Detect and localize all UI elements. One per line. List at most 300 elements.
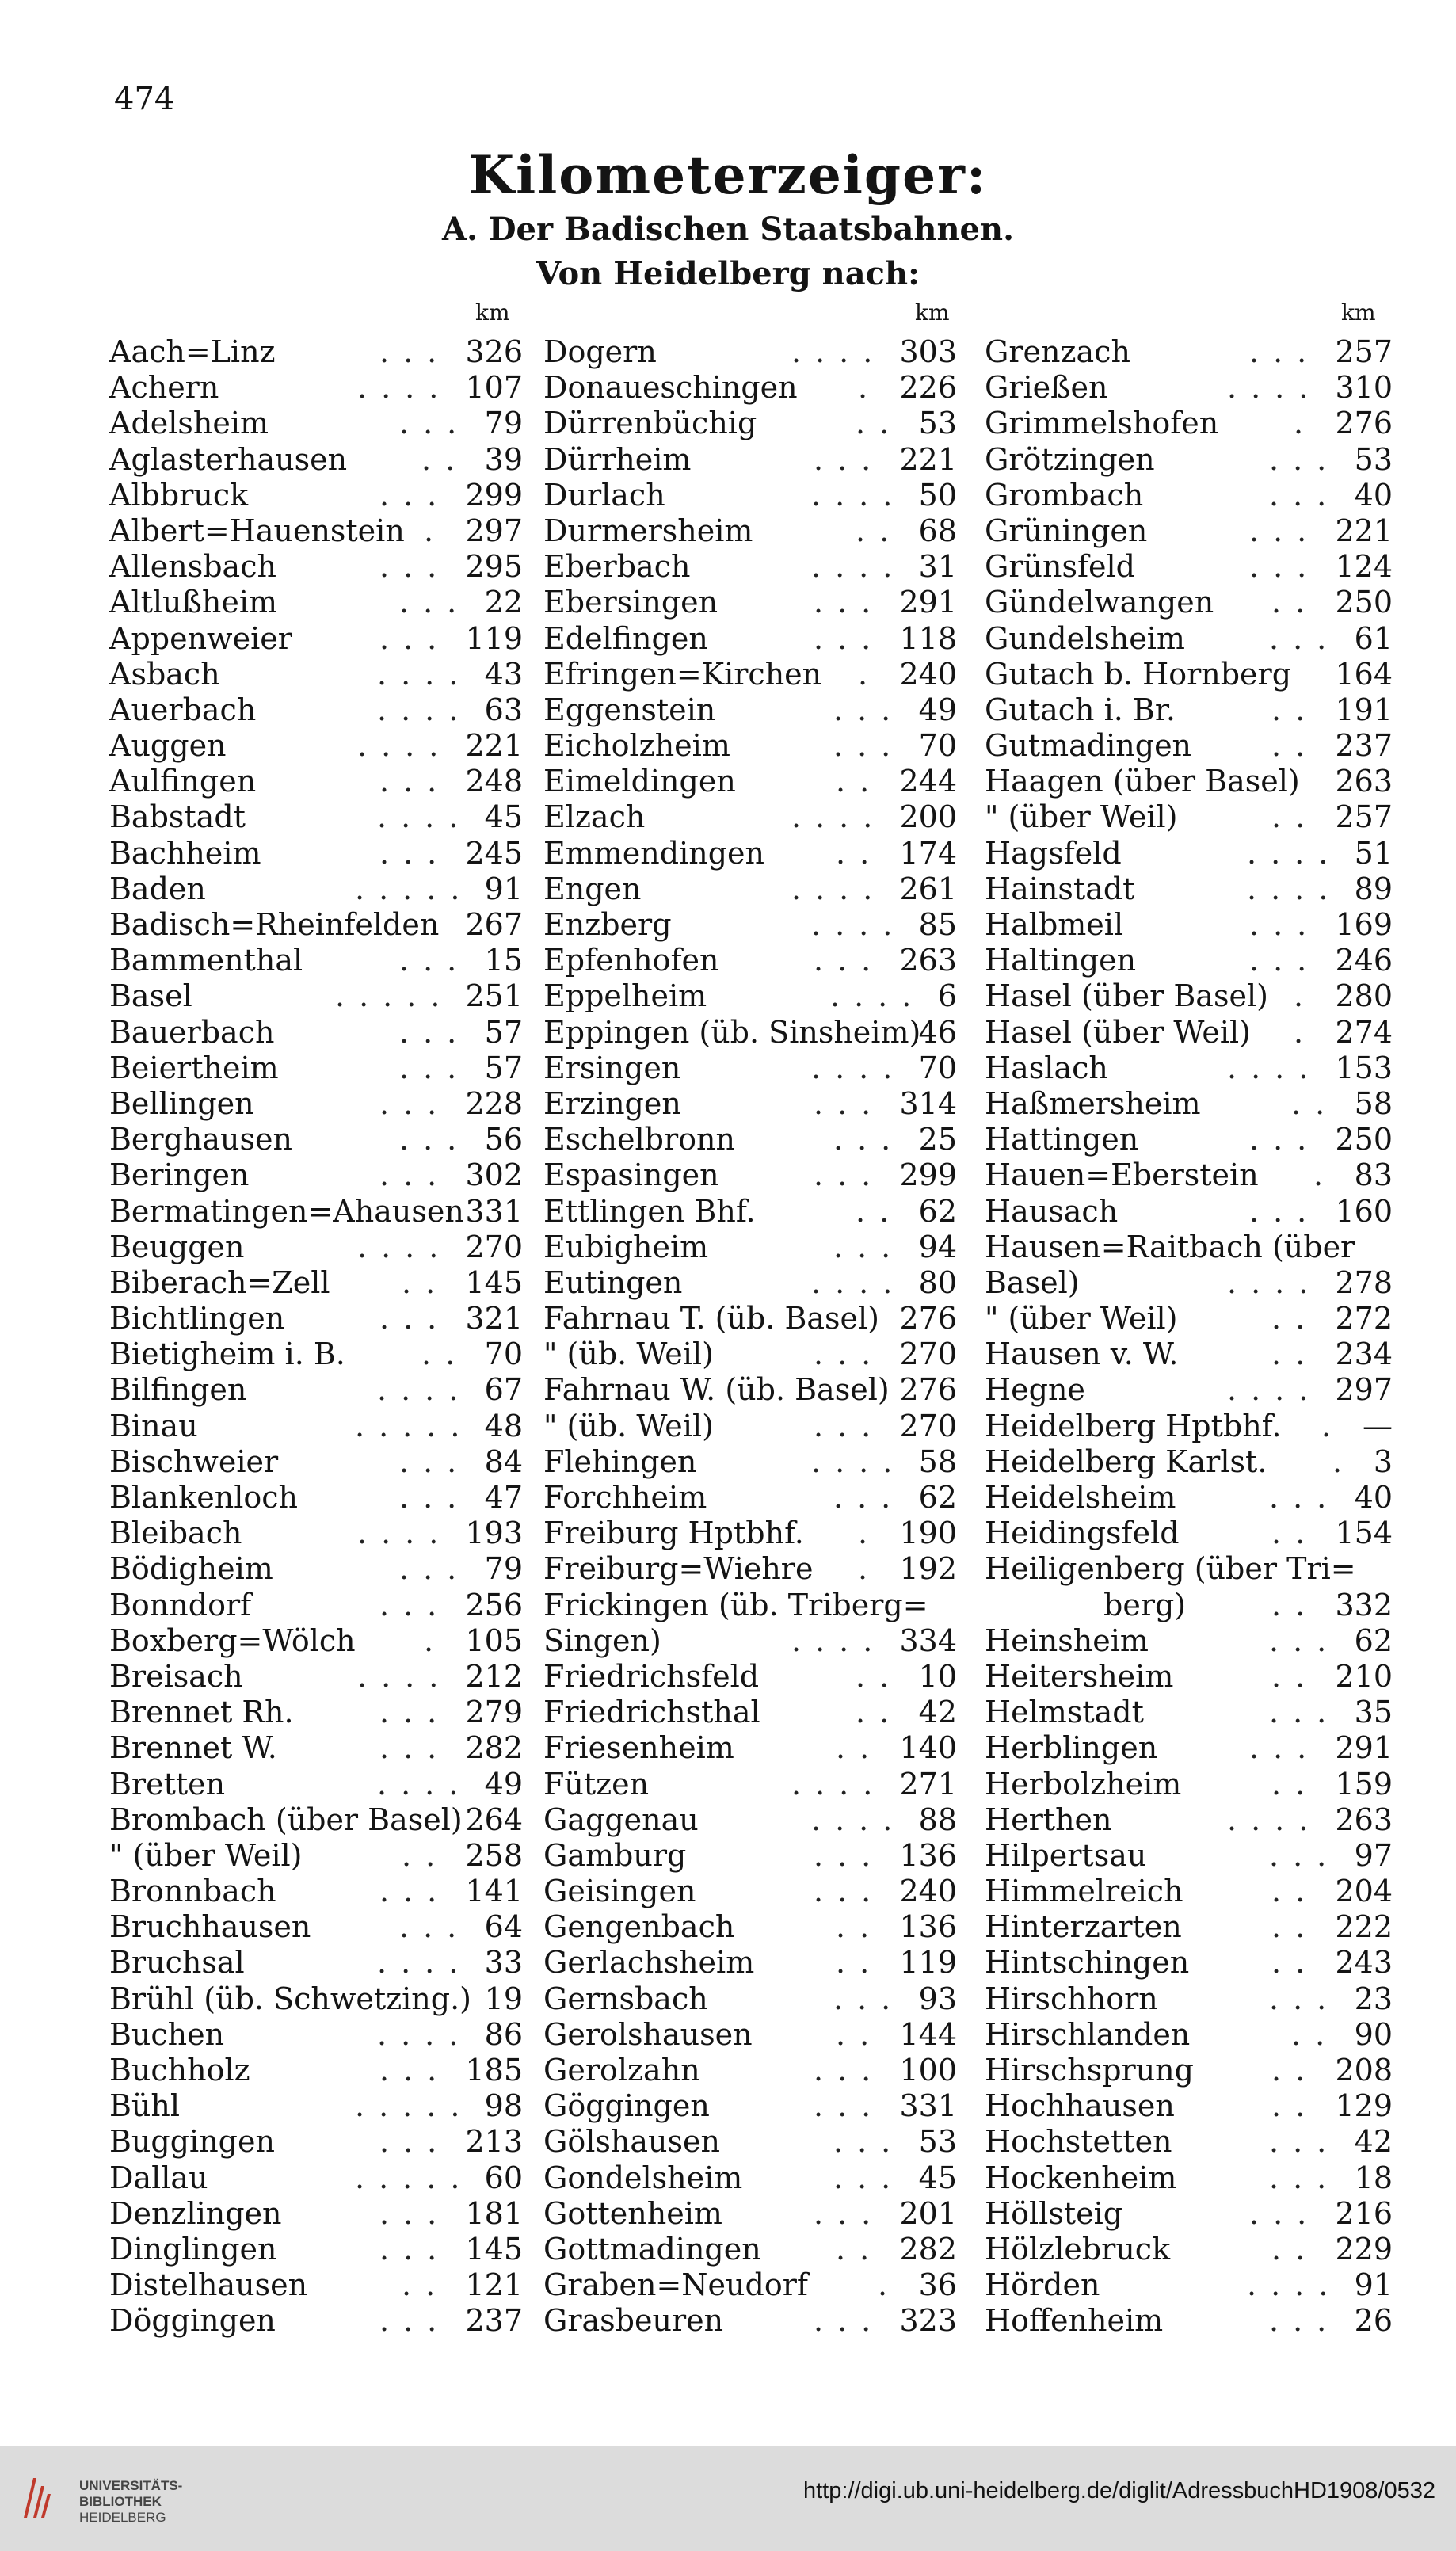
station-row <box>985 2232 1393 2267</box>
station-row <box>543 1265 957 1301</box>
source-url-link[interactable]: http://digi.ub.uni-heidelberg.de/diglit/AdressbuchHD1908/0532 <box>802 2478 1435 2503</box>
station-row <box>109 1945 523 1981</box>
leader-dots: ... <box>814 441 886 477</box>
leader-dots: ... <box>1249 943 1321 978</box>
station-distance-km: 274 <box>1335 1014 1393 1050</box>
station-distance-km: 213 <box>465 2124 523 2160</box>
station-row <box>985 1409 1393 1444</box>
station-distance-km: 19 <box>484 1981 523 2016</box>
station-row <box>543 621 957 657</box>
station-distance-km: 86 <box>484 2016 523 2052</box>
station-name: Haslach <box>985 1050 1108 1085</box>
leader-dots: .... <box>811 549 907 585</box>
station-row <box>543 871 957 907</box>
station-distance-km: 57 <box>484 1050 523 1085</box>
station-name: Gölshausen <box>543 2124 720 2160</box>
page-title: Kilometerzeiger: <box>468 144 988 206</box>
station-name: Gaggenau <box>543 1802 699 1837</box>
station-name: Elzach <box>543 799 646 835</box>
station-row <box>543 836 957 871</box>
leader-dots: ... <box>814 943 886 978</box>
leader-dots: . <box>858 1551 882 1587</box>
station-name: " (über Weil) <box>109 1837 303 1873</box>
leader-dots: ... <box>379 549 452 585</box>
station-row <box>985 1157 1393 1193</box>
station-row <box>543 1301 957 1337</box>
station-distance-km: 297 <box>1335 1372 1393 1408</box>
station-row <box>109 2124 523 2160</box>
station-distance-km: 39 <box>484 441 523 477</box>
station-name: Hausen v. W. <box>985 1337 1179 1372</box>
leader-dots: ... <box>1249 907 1321 942</box>
leader-dots: .. <box>1271 1874 1320 1909</box>
leader-dots: ... <box>1269 1695 1341 1730</box>
distance-column-3 <box>985 334 1393 2339</box>
station-row <box>543 1730 957 1766</box>
station-distance-km: 332 <box>1335 1587 1393 1622</box>
station-distance-km: 200 <box>899 799 957 835</box>
station-name: Grimmelshofen <box>985 406 1219 441</box>
station-name: Heiligenberg (über Tri= <box>985 1551 1356 1587</box>
station-row <box>985 764 1393 799</box>
station-row <box>985 1230 1393 1265</box>
station-row <box>985 907 1393 943</box>
station-name: Bilfingen <box>109 1372 247 1408</box>
station-distance-km: 67 <box>484 1372 523 1408</box>
leader-dots: .. <box>1271 728 1320 764</box>
station-name: Gengenbach <box>543 1909 735 1945</box>
leader-dots: .... <box>811 477 907 513</box>
leader-dots: ... <box>1269 477 1341 513</box>
station-name: Bichtlingen <box>109 1301 285 1337</box>
station-row <box>985 1874 1393 1909</box>
leader-dots: ... <box>1249 1193 1321 1229</box>
station-name: " (über Weil) <box>985 1301 1178 1337</box>
station-distance-km: 270 <box>465 1229 523 1264</box>
station-row <box>109 585 523 620</box>
station-name: Erzingen <box>543 1085 681 1121</box>
station-name: Buggingen <box>109 2124 275 2160</box>
station-distance-km: 49 <box>484 1766 523 1802</box>
station-distance-km: 124 <box>1335 549 1393 585</box>
station-name: Aglasterhausen <box>109 441 348 477</box>
leader-dots: ... <box>379 2053 452 2088</box>
station-name: Hegne <box>985 1372 1085 1408</box>
station-distance-km: 119 <box>899 1945 957 1981</box>
station-name: Grüningen <box>985 513 1148 548</box>
leader-dots: ... <box>379 835 452 871</box>
station-distance-km: 240 <box>899 656 957 692</box>
station-distance-km: 210 <box>1335 1658 1393 1694</box>
leader-dots: .... <box>1227 1802 1323 1837</box>
station-row <box>109 549 523 585</box>
station-name: Halbmeil <box>985 907 1124 942</box>
station-row <box>985 2196 1393 2232</box>
station-name: Edelfingen <box>543 620 708 656</box>
station-distance-km: 83 <box>1354 1157 1393 1193</box>
station-name: Graben=Neudorf <box>543 2267 808 2303</box>
station-distance-km: 204 <box>1335 1874 1393 1909</box>
station-row <box>109 2053 523 2088</box>
leader-dots: .... <box>377 1945 473 1981</box>
station-row <box>109 1122 523 1157</box>
station-distance-km: 258 <box>465 1837 523 1873</box>
station-row <box>543 1874 957 1909</box>
station-name: Hinterzarten <box>985 1909 1182 1945</box>
leader-dots: .. <box>1271 585 1320 620</box>
station-name: Fahrnau W. (üb. Basel) <box>543 1372 890 1408</box>
leader-dots: . <box>1332 1443 1357 1479</box>
station-distance-km: 98 <box>484 2088 523 2124</box>
leader-dots: .. <box>1271 1587 1320 1622</box>
station-row <box>543 1516 957 1551</box>
station-row <box>985 1444 1393 1480</box>
station-distance-km: 10 <box>918 1658 957 1694</box>
station-distance-km: 63 <box>484 692 523 727</box>
leader-dots: .. <box>836 1730 884 1766</box>
station-name: Göggingen <box>543 2088 710 2124</box>
leader-dots: .... <box>377 799 473 835</box>
station-row <box>543 478 957 513</box>
station-name: Hagsfeld <box>985 835 1122 871</box>
station-name: Adelsheim <box>109 406 269 441</box>
station-distance-km: 60 <box>484 2160 523 2195</box>
leader-dots: ... <box>1269 1837 1341 1873</box>
station-distance-km: 88 <box>918 1802 957 1837</box>
station-distance-km: 331 <box>465 1193 523 1229</box>
station-row <box>109 442 523 478</box>
station-row <box>543 585 957 620</box>
leader-dots: ... <box>1269 2160 1341 2195</box>
station-name: Buchholz <box>109 2053 250 2088</box>
station-row <box>985 1909 1393 1945</box>
station-name: " (üb. Weil) <box>543 1408 714 1443</box>
leader-dots: ..... <box>355 2088 475 2124</box>
station-row <box>109 1372 523 1408</box>
station-row <box>109 1838 523 1874</box>
station-name: Beuggen <box>109 1229 245 1264</box>
leader-dots: .... <box>791 1622 887 1658</box>
leader-dots: ... <box>814 585 886 620</box>
station-name: Bellingen <box>109 1085 254 1121</box>
station-name: Bonndorf <box>109 1587 252 1622</box>
leader-dots: ... <box>379 1301 452 1337</box>
station-distance-km: 221 <box>465 728 523 764</box>
station-name: Donaueschingen <box>543 370 798 406</box>
leader-dots: ... <box>1249 1730 1321 1766</box>
station-name: Freiburg=Wiehre <box>543 1551 814 1587</box>
station-distance-km: 15 <box>484 943 523 978</box>
station-name: Binau <box>109 1408 198 1443</box>
leader-dots: ... <box>1269 1622 1341 1658</box>
station-row <box>985 1659 1393 1695</box>
leader-dots: .... <box>791 1766 887 1802</box>
station-name: Eutingen <box>543 1264 683 1300</box>
station-name: Distelhausen <box>109 2267 308 2303</box>
leader-dots: .. <box>836 835 884 871</box>
station-row <box>543 1767 957 1802</box>
station-distance-km: 100 <box>899 2053 957 2088</box>
station-row <box>985 1551 1393 1587</box>
station-name: Bronnbach <box>109 1874 276 1909</box>
station-name: Basel) <box>985 1264 1080 1300</box>
station-name: Hoffenheim <box>985 2303 1164 2339</box>
station-row <box>543 1337 957 1372</box>
station-name: Appenweier <box>109 620 292 656</box>
station-name: Freiburg Hptbhf. <box>543 1516 804 1551</box>
station-row <box>543 1695 957 1730</box>
leader-dots: ... <box>399 585 471 620</box>
station-name: Hochhausen <box>985 2088 1175 2124</box>
leader-dots: .. <box>1271 1945 1320 1981</box>
station-row <box>109 370 523 406</box>
station-distance-km: 129 <box>1335 2088 1393 2124</box>
station-row <box>109 406 523 441</box>
station-name: Heidelberg Karlst. <box>985 1443 1267 1479</box>
leader-dots: ... <box>1269 441 1341 477</box>
station-row <box>109 836 523 871</box>
station-distance-km: 48 <box>484 1408 523 1443</box>
station-row <box>985 799 1393 835</box>
station-row <box>985 1051 1393 1086</box>
station-distance-km: 263 <box>1335 764 1393 799</box>
station-distance-km: 62 <box>1354 1622 1393 1658</box>
station-name: Friedrichsthal <box>543 1695 760 1730</box>
station-name: Gottmadingen <box>543 2231 761 2267</box>
station-name: Allensbach <box>109 549 276 585</box>
station-name: Hasel (über Weil) <box>985 1014 1251 1050</box>
station-row <box>109 1230 523 1265</box>
station-row <box>109 1551 523 1587</box>
station-distance-km: 193 <box>465 1516 523 1551</box>
station-distance-km: 276 <box>899 1301 957 1337</box>
station-name: Breisach <box>109 1658 243 1694</box>
station-row <box>985 406 1393 441</box>
station-distance-km: 47 <box>484 1480 523 1515</box>
leader-dots: ..... <box>335 978 455 1014</box>
station-distance-km: 314 <box>899 1085 957 1121</box>
leader-dots: ... <box>379 1695 452 1730</box>
leader-dots: .. <box>421 441 470 477</box>
station-distance-km: 169 <box>1335 907 1393 942</box>
station-row <box>543 1838 957 1874</box>
leader-dots: ... <box>379 1874 452 1909</box>
station-name: Bruchhausen <box>109 1909 311 1945</box>
station-distance-km: 251 <box>465 978 523 1014</box>
station-distance-km: 46 <box>918 1014 957 1050</box>
station-distance-km: 140 <box>899 1730 957 1766</box>
leader-dots: .. <box>856 1193 904 1229</box>
station-name: Gernsbach <box>543 1981 708 2016</box>
station-row <box>109 2232 523 2267</box>
station-name: Höllsteig <box>985 2195 1123 2231</box>
station-distance-km: 50 <box>918 477 957 513</box>
station-row <box>985 1122 1393 1157</box>
station-row <box>109 728 523 764</box>
station-name: Engen <box>543 871 642 906</box>
station-name: Hirschlanden <box>985 2016 1191 2052</box>
station-name: Friesenheim <box>543 1730 734 1766</box>
station-name: Eubigheim <box>543 1229 709 1264</box>
station-name: Berghausen <box>109 1122 292 1157</box>
leader-dots: ... <box>379 1085 452 1121</box>
station-distance-km: 303 <box>899 334 957 369</box>
station-distance-km: 85 <box>918 907 957 942</box>
station-distance-km: 42 <box>1354 2124 1393 2160</box>
station-distance-km: 291 <box>1335 1730 1393 1766</box>
station-distance-km: 136 <box>899 1837 957 1873</box>
station-row <box>543 2017 957 2053</box>
leader-dots: .... <box>357 728 453 764</box>
km-header-col-3: km <box>1341 299 1376 326</box>
station-name: Heinsheim <box>985 1622 1149 1658</box>
station-distance-km: 40 <box>1354 1480 1393 1515</box>
station-distance-km: 246 <box>1335 943 1393 978</box>
leader-dots: ... <box>814 1874 886 1909</box>
station-distance-km: 226 <box>899 370 957 406</box>
station-name: Gutmadingen <box>985 728 1192 764</box>
station-row <box>543 2160 957 2196</box>
station-name: Herthen <box>985 1802 1112 1837</box>
station-distance-km: 94 <box>918 1229 957 1264</box>
station-distance-km: 212 <box>465 1658 523 1694</box>
leader-dots: .... <box>1247 2267 1343 2303</box>
leader-dots: ... <box>814 1408 886 1443</box>
station-row <box>543 1444 957 1480</box>
station-name: Flehingen <box>543 1443 697 1479</box>
station-row <box>109 1051 523 1086</box>
station-distance-km: 62 <box>918 1193 957 1229</box>
station-distance-km: 58 <box>1354 1085 1393 1121</box>
station-row <box>985 1623 1393 1659</box>
station-name: Gerlachsheim <box>543 1945 755 1981</box>
leader-dots: ... <box>1249 2195 1321 2231</box>
station-distance-km: 181 <box>465 2195 523 2231</box>
leader-dots: . <box>858 370 882 406</box>
leader-dots: .. <box>1271 799 1320 835</box>
leader-dots: .. <box>856 1695 904 1730</box>
leader-dots: .... <box>811 1443 907 1479</box>
station-row <box>985 836 1393 871</box>
station-row <box>109 1802 523 1838</box>
station-row <box>543 549 957 585</box>
station-row <box>109 1194 523 1230</box>
leader-dots: ... <box>399 1443 471 1479</box>
station-name: Hockenheim <box>985 2160 1177 2195</box>
station-row <box>543 1480 957 1516</box>
km-header-col-2: km <box>915 299 950 326</box>
station-row <box>109 978 523 1014</box>
leader-dots: ... <box>399 1050 471 1085</box>
leader-dots: . <box>1294 978 1318 1014</box>
leader-dots: . <box>424 513 448 548</box>
station-distance-km: 70 <box>918 728 957 764</box>
station-row <box>985 1301 1393 1337</box>
station-name: Bretten <box>109 1766 226 1802</box>
station-name: Dürrenbüchig <box>543 406 757 441</box>
leader-dots: ... <box>379 1730 452 1766</box>
station-distance-km: 23 <box>1354 1981 1393 2016</box>
station-distance-km: 145 <box>465 1264 523 1300</box>
station-distance-km: 250 <box>1335 585 1393 620</box>
leader-dots: .. <box>1271 2053 1320 2088</box>
station-name: Helmstadt <box>985 1695 1144 1730</box>
station-distance-km: 105 <box>465 1622 523 1658</box>
station-row <box>109 1767 523 1802</box>
station-row <box>985 1981 1393 2017</box>
station-row <box>109 1265 523 1301</box>
station-distance-km: 61 <box>1354 620 1393 656</box>
station-distance-km: 248 <box>465 764 523 799</box>
station-row <box>109 1480 523 1516</box>
station-name: Hauen=Eberstein <box>985 1157 1259 1193</box>
station-row <box>985 978 1393 1014</box>
station-distance-km: 282 <box>899 2231 957 2267</box>
leader-dots: ... <box>399 943 471 978</box>
station-name: Aach=Linz <box>109 334 276 369</box>
page-subtitle: A. Der Badischen Staatsbahnen. <box>441 211 1015 248</box>
station-distance-km: 267 <box>465 907 523 942</box>
leader-dots: ..... <box>355 2160 475 2195</box>
station-name: Döggingen <box>109 2303 276 2339</box>
station-distance-km: 107 <box>465 370 523 406</box>
station-distance-km: 190 <box>899 1516 957 1551</box>
station-name: Heidingsfeld <box>985 1516 1180 1551</box>
station-row <box>543 513 957 549</box>
station-row <box>985 1015 1393 1051</box>
station-row <box>109 478 523 513</box>
station-name: Eschelbronn <box>543 1122 735 1157</box>
station-name: Hochstetten <box>985 2124 1172 2160</box>
leader-dots: .. <box>1291 1085 1340 1121</box>
station-row <box>109 1909 523 1945</box>
leader-dots: ... <box>833 1229 905 1264</box>
station-distance-km: 299 <box>899 1157 957 1193</box>
station-row <box>543 1230 957 1265</box>
station-name: Bauerbach <box>109 1014 275 1050</box>
station-row <box>985 1838 1393 1874</box>
leader-dots: .... <box>1227 1050 1323 1085</box>
station-row <box>543 1015 957 1051</box>
station-row <box>109 1695 523 1730</box>
station-distance-km: 42 <box>918 1695 957 1730</box>
station-distance-km: 144 <box>899 2016 957 2052</box>
station-distance-km: 278 <box>1335 1264 1393 1300</box>
leader-dots: .... <box>811 1264 907 1300</box>
station-name: Grünsfeld <box>985 549 1135 585</box>
station-row <box>543 2088 957 2124</box>
leader-dots: .... <box>791 871 887 906</box>
station-row <box>985 2124 1393 2160</box>
leader-dots: ... <box>399 1909 471 1945</box>
station-name: Grasbeuren <box>543 2303 724 2339</box>
station-row <box>543 943 957 978</box>
station-name: Hausach <box>985 1193 1119 1229</box>
station-name: Gottenheim <box>543 2195 722 2231</box>
station-name: Forchheim <box>543 1480 707 1515</box>
station-row <box>543 1909 957 1945</box>
station-distance-km: 228 <box>465 1085 523 1121</box>
station-name: Gondelsheim <box>543 2160 743 2195</box>
station-name: Fahrnau T. (üb. Basel) <box>543 1301 880 1337</box>
leader-dots: .. <box>1271 1766 1320 1802</box>
leader-dots: ... <box>379 620 452 656</box>
station-distance-km: 141 <box>465 1874 523 1909</box>
station-row <box>543 370 957 406</box>
station-distance-km: 208 <box>1335 2053 1393 2088</box>
station-distance-km: 26 <box>1354 2303 1393 2339</box>
station-row <box>543 2303 957 2339</box>
